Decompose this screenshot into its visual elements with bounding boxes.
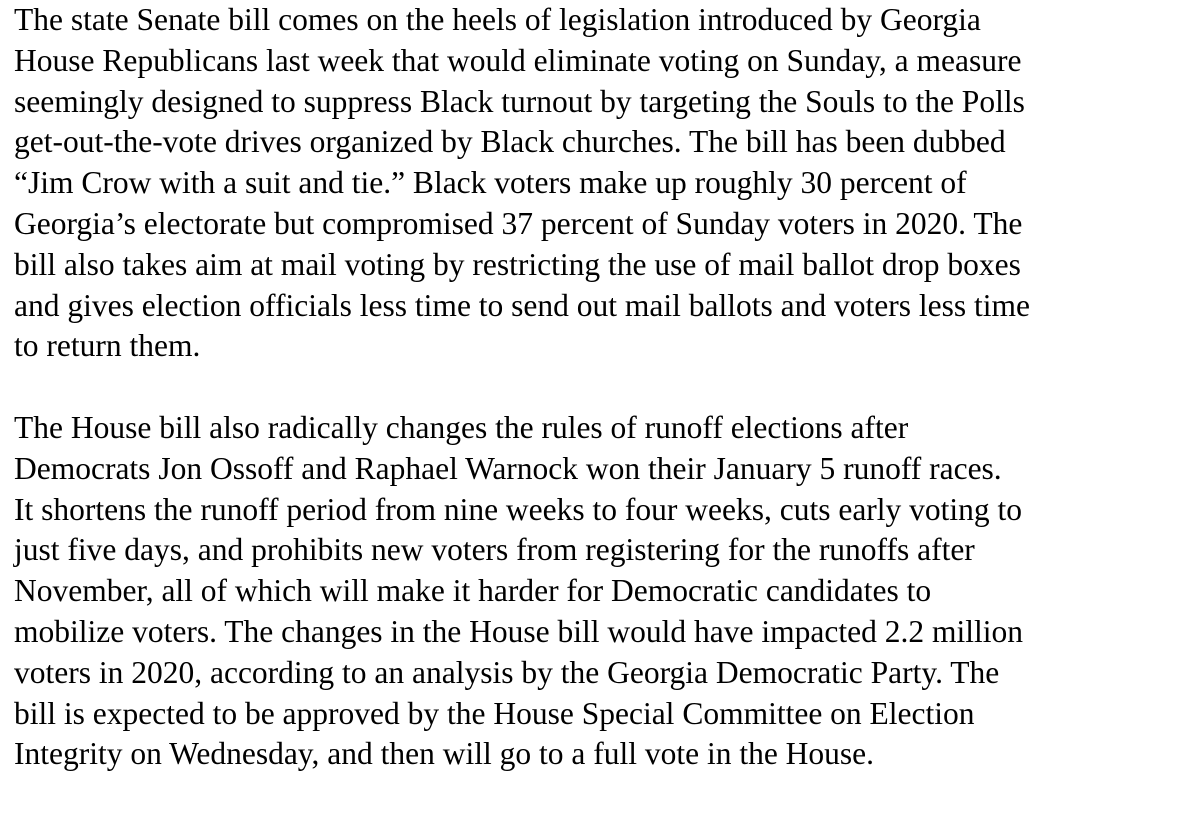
text-line: Georgia’s electorate but compromised 37 percent of Sunday voters in 2020. The <box>14 205 1023 241</box>
paragraph-senate-bill <box>14 0 1194 367</box>
text-line: It shortens the runoff period from nine weeks to four weeks, cuts early voting to <box>14 491 1023 527</box>
text-line: Democrats Jon Ossoff and Raphael Warnock won their January 5 runoff races. <box>14 450 1002 486</box>
paragraph-house-bill <box>14 408 1194 775</box>
text-line: The House bill also radically changes the rules of runoff elections after <box>14 409 909 445</box>
text-line: bill also takes aim at mail voting by restricting the use of mail ballot drop boxes <box>14 246 1021 282</box>
text-line: and gives election officials less time to send out mail ballots and voters less time <box>14 287 1030 323</box>
document-body <box>14 0 1194 775</box>
text-line: House Republicans last week that would eliminate voting on Sunday, a measure <box>14 42 1022 78</box>
text-line: “Jim Crow with a suit and tie.” Black voters make up roughly 30 percent of <box>14 165 967 201</box>
text-line: to return them. <box>14 328 201 364</box>
text-line: seemingly designed to suppress Black turnout by targeting the Souls to the Polls <box>14 83 1025 119</box>
text-line: Integrity on Wednesday, and then will go to a full vote in the House. <box>14 736 875 772</box>
text-line: voters in 2020, according to an analysis by the Georgia Democratic Party. The <box>14 654 1000 690</box>
text-line: bill is expected to be approved by the House Special Committee on Election <box>14 695 975 731</box>
text-line: get-out-the-vote drives organized by Black churches. The bill has been dubbed <box>14 124 1006 160</box>
text-line: just five days, and prohibits new voters from registering for the runoffs after <box>14 532 975 568</box>
paragraph-spacer <box>14 367 1194 408</box>
text-line: November, all of which will make it harder for Democratic candidates to <box>14 573 932 609</box>
text-line: The state Senate bill comes on the heels of legislation introduced by Georgia <box>14 2 981 37</box>
text-line: mobilize voters. The changes in the House bill would have impacted 2.2 million <box>14 613 1023 649</box>
